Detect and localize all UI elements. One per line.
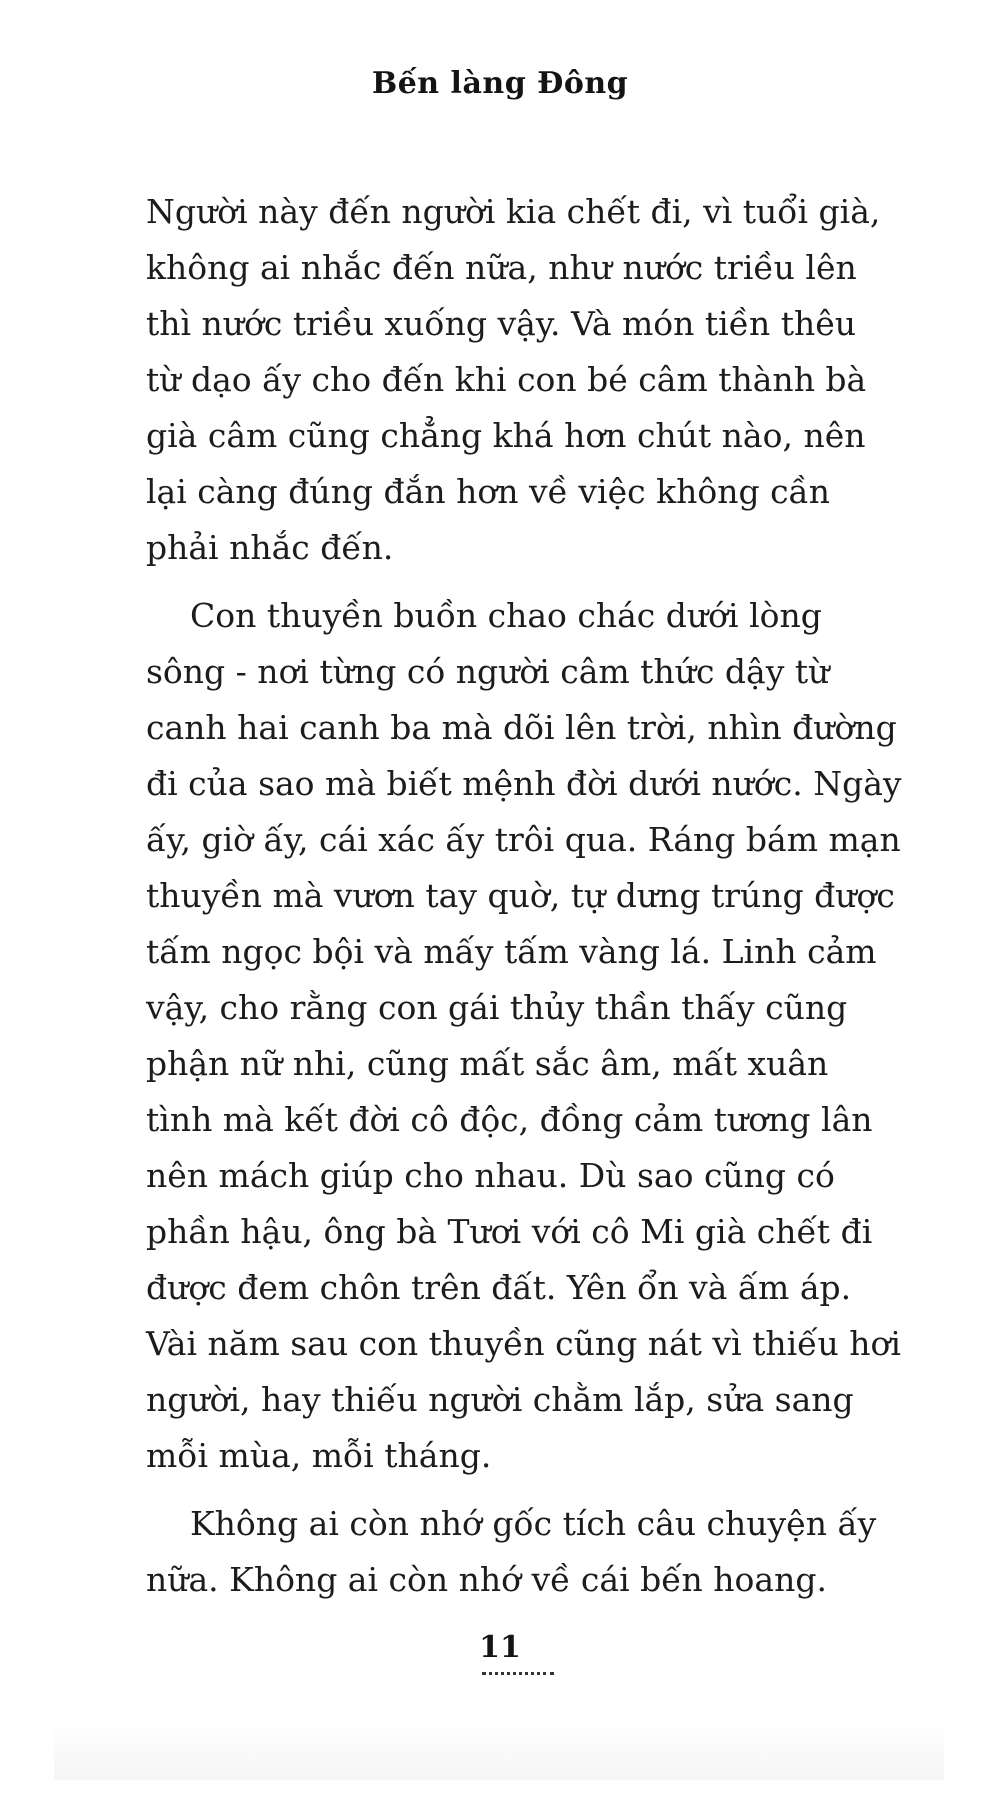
text-line: ấy, giờ ấy, cái xác ấy trôi qua. Ráng bám mạn [146,820,901,859]
running-header: Bến làng Đông [371,66,629,101]
text-line: người, hay thiếu người chằm lắp, sửa sang [146,1380,854,1419]
text-line: được đem chôn trên đất. Yên ổn và ấm áp. [146,1268,852,1307]
text-line: sông - nơi từng có người câm thức dậy từ [146,652,830,691]
text-line: nữa. Không ai còn nhớ về cái bến hoang. [146,1560,827,1599]
text-line: canh hai canh ba mà dõi lên trời, nhìn đường [146,708,897,747]
paragraph [146,588,902,1484]
page-number-dotted-rule [482,1672,554,1675]
text-line: tấm ngọc bội và mấy tấm vàng lá. Linh cảm [146,932,877,971]
text-line: không ai nhắc đến nữa, như nước triều lên [146,248,857,287]
text-line: vậy, cho rằng con gái thủy thần thấy cũng [146,988,848,1027]
text-line: tình mà kết đời cô độc, đồng cảm tương lân [146,1100,873,1139]
text-line: mỗi mùa, mỗi tháng. [146,1436,492,1475]
text-line: Con thuyền buồn chao chác dưới lòng [190,596,822,635]
page-number: 11 [479,1630,521,1665]
text-line: phải nhắc đến. [146,528,394,567]
text-line: thì nước triều xuống vậy. Và món tiền thêu [146,304,857,343]
text-line: nên mách giúp cho nhau. Dù sao cũng có [146,1156,835,1195]
page-edge-shadow [54,1720,944,1780]
paragraph [146,1496,886,1608]
text-line: thuyền mà vươn tay quờ, tự dưng trúng được [146,876,895,915]
text-line: Không ai còn nhớ gốc tích câu chuyện ấy [190,1504,877,1543]
text-line: Người này đến người kia chết đi, vì tuổi già, [146,192,881,231]
text-line: lại càng đúng đắn hơn về việc không cần [146,472,831,511]
body-text [146,184,902,1608]
text-line: Vài năm sau con thuyền cũng nát vì thiếu hơi [146,1324,901,1363]
text-line: già câm cũng chẳng khá hơn chút nào, nên [146,416,866,455]
paragraph [146,184,886,576]
text-line: phần hậu, ông bà Tươi với cô Mi già chết đi [146,1212,873,1251]
text-line: đi của sao mà biết mệnh đời dưới nước. Ngày [146,764,902,803]
text-line: từ dạo ấy cho đến khi con bé câm thành bà [146,360,867,399]
text-line: phận nữ nhi, cũng mất sắc âm, mất xuân [146,1044,829,1083]
